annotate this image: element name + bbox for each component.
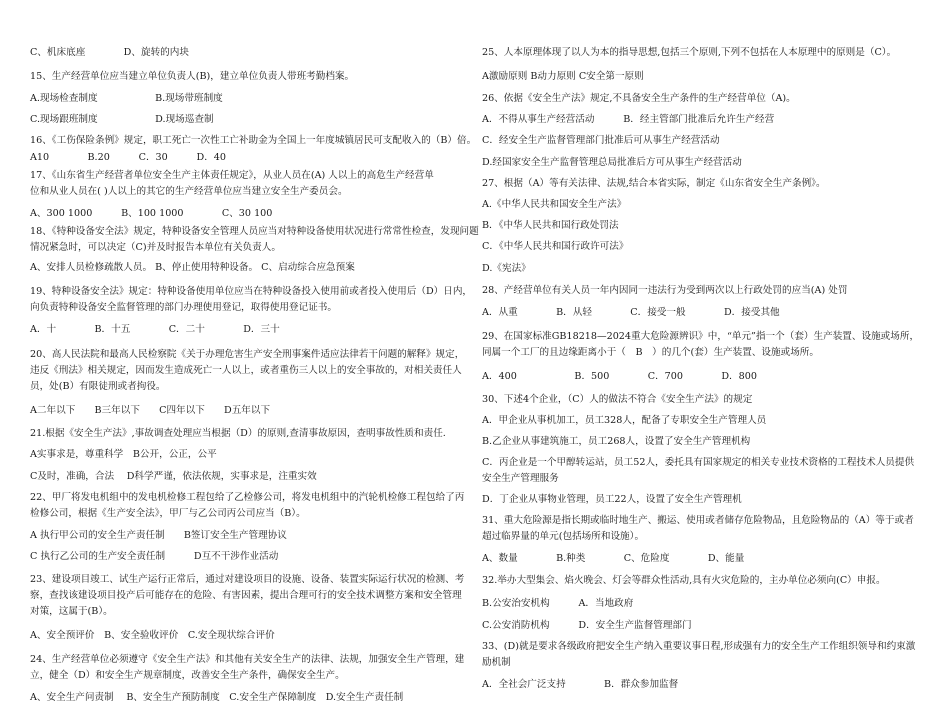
left-text-line: A实事求是，尊重科学 B公开，公正，公平 — [30, 449, 217, 460]
left-text-line: C 执行乙公司的生产安全责任制 D互不干涉作业活动 — [30, 551, 279, 562]
left-text-line: 15、生产经营单位应当建立单位负责人(B)，建立单位负责人带班考勤档案。 — [30, 71, 355, 82]
left-text-line: A.现场检查制度 B.现场带班制度 — [30, 93, 223, 104]
right-text-line: 31、重大危险源是指长期或临时地生产、搬运、使用或者储存危险物品，且危险物品的（A）等于或者 — [482, 515, 914, 526]
right-text-line: A、数量 B.种类 C、危险度 D、能量 — [482, 553, 745, 564]
right-text-line: 32.举办大型集会、焰火晚会、灯会等群众性活动,具有火灾危险的，主办单位必须向(C）申报。 — [482, 575, 886, 586]
left-text-line: 16、《工伤保险条例》规定，职工死亡一次性工亡补助金为全国上一年度城镇居民可支配收入的（B）倍。 — [30, 135, 477, 146]
right-text-line: C．《中华人民共和国行政许可法》 — [482, 241, 629, 252]
right-text-line: A．全社会广泛支持 B．群众参加监督 — [482, 679, 679, 690]
right-text-line: 励机制 — [482, 657, 511, 668]
right-text-line: A激励原则 B动力原则 C安全第一原则 — [482, 71, 644, 82]
right-text-line: A．400 B．500 C．700 D．800 — [482, 371, 757, 382]
left-text-line: A、300 1000 B、100 1000 C、30 100 — [30, 208, 273, 219]
left-text-line: 17、《山东省生产经营者单位安全生产主体责任规定》，从业人员在(A) 人以上的高危生产经营单 — [30, 170, 434, 181]
right-text-line: 33、(D)就是要求各级政府把安全生产纳入重要议事日程,形成强有力的安全生产工作组织领导和约束激 — [482, 641, 916, 652]
left-text-line: 24、生产经营单位必须遵守《安全生产法》和其他有关安全生产的法律、法规，加强安全生产管理，建 — [30, 654, 465, 665]
left-text-line: C.现场跟班制度 D.现场巡查制 — [30, 114, 214, 125]
left-text-line: 22、甲厂将发电机组中的发电机检修工程包给了乙检修公司，将发电机组中的汽轮机检修工程包给了丙 — [30, 492, 465, 503]
left-text-line: 察，查找该建设项目投产后可能存在的危险、有害因素，提出合理可行的安全技术调整方案和安全管理 — [30, 590, 462, 601]
right-text-line: C．经安全生产监督管理部门批准后可从事生产经营活动 — [482, 135, 720, 146]
left-text-line: 员，处(B）有限徒刑或者拘役。 — [30, 381, 166, 392]
left-text-line: 21.根据《安全生产法》,事故调查处理应当根据（D）的原则,查清事故原因，查明事故性质和责任. — [30, 428, 446, 439]
left-text-line: A10 B.20 C．30 D．40 — [30, 152, 227, 163]
right-text-line: D．丁企业从事物业管理，员工22人，设置了安全生产管理机 — [482, 494, 742, 505]
right-text-line: D.经国家安全生产监督管理总局批准后方可从事生产经营活动 — [482, 157, 742, 168]
right-text-line: 30、下述4个企业，（C）人的做法不符合《安全生产法》的规定 — [482, 394, 753, 405]
left-text-line: C、机床底座 D、旋转的内块 — [30, 47, 189, 58]
right-text-line: B.公安治安机构 A．当地政府 — [482, 598, 634, 609]
right-text-line: 26、依据《安全生产法》规定,不具备安全生产条件的生产经营单位（A)。 — [482, 93, 796, 104]
left-text-line: A、安全生产问责制 B、安全生产预防制度 C.安全生产保障制度 D.安全生产责任制 — [30, 692, 404, 703]
right-text-line: 29、在国家标准GB18218—2024重大危险源辨识》中，“单元”指一个（套）生产装置、设施或场所， — [482, 331, 920, 342]
right-text-line: A.《中华人民共和国安全生产法》 — [482, 199, 627, 210]
left-text-line: A 执行甲公司的安全生产责任制 B签订安全生产管理协议 — [30, 530, 287, 541]
right-text-line: A．甲企业从事机加工，员工328人，配备了专职安全生产管理人员 — [482, 415, 767, 426]
left-text-line: 20、高人民法院和最高人民检察院《关于办理危害生产安全刑事案件适应法律若干问题的解释》规定， — [30, 349, 465, 360]
left-text-line: A二年以下 B三年以下 C四年以下 D五年以下 — [30, 405, 271, 416]
right-text-line: A．不得从事生产经营活动 B．经主管部门批准后允许生产经营 — [482, 114, 775, 125]
left-text-line: C及时，准确，合法 D科学严谨，依法依规，实事求是，注重实效 — [30, 471, 317, 482]
left-text-line: A、安全预评价 B、安全验收评价 C.安全现状综合评价 — [30, 630, 275, 641]
right-text-line: 超过临界量的单元(包括场所和设施）。 — [482, 531, 645, 542]
left-text-line: 对策，这属于(B）。 — [30, 606, 113, 617]
left-text-line: 立，健全（D）和安全生产规章制度，改善安全生产条件，确保安全生产。 — [30, 670, 345, 681]
right-text-line: A．从重 B．从轻 C．接受一般 D．接受其他 — [482, 307, 780, 318]
right-text-line: 同属一个工厂的且边缘距离小于（ B ）的几个(套）生产装置、设施或场所。 — [482, 347, 819, 358]
left-text-line: 检修公司，根据《生产安全法》，甲厂与乙公司丙公司应当（B）。 — [30, 508, 306, 519]
right-text-line: B.乙企业从事建筑施工，员工268人，设置了安全生产管理机构 — [482, 436, 751, 447]
right-text-line: 安全生产管理服务 — [482, 473, 559, 484]
left-text-line: 向负责特种设备安全监督管理的部门办理使用登记，取得使用登记证书。 — [30, 302, 337, 313]
right-text-line: 28、产经营单位有关人员一年内因同一违法行为受到两次以上行政处罚的应当(A) 处罚 — [482, 285, 848, 296]
left-text-line: 情况紧急时，可以决定（C)并及时报告本单位有关负责人。 — [30, 242, 281, 253]
left-text-line: 18、《特种设备安全法》规定，特种设备安全管理人员应当对特种设备使用状况进行常常性检查，发现问题 — [30, 226, 479, 237]
right-text-line: C.公安消防机构 D．安全生产监督管理部门 — [482, 620, 692, 631]
left-text-line: A、安排人员检修疏散人员。 B、停止使用特种设备。 C、启动综合应急预案 — [30, 262, 355, 273]
right-text-line: B．《中华人民共和国行政处罚法 — [482, 220, 619, 231]
right-text-line: 25、人本原理体现了以人为本的指导思想,包括三个原则,下列不包括在人本原理中的原则是（C）。 — [482, 47, 897, 58]
left-text-line: 位和从业人员在( )人以上的其它的生产经营单位应当建立安全生产委员会。 — [30, 186, 348, 197]
left-text-line: 23、建设项目竣工、试生产运行正常后，通过对建设项目的设施、设备、装置实际运行状况的检测、考 — [30, 574, 465, 585]
left-text-line: A．十 B．十五 C．二十 D．三十 — [30, 324, 280, 335]
left-text-line: 违反《刑法》相关规定，因而发生造成死亡一人以上，或者重伤三人以上的安全事故的，对相关责任人 — [30, 365, 462, 376]
right-text-line: C．丙企业是一个甲醇转运站，员工52人，委托具有国家规定的相关专业技术资格的工程技术人员提供 — [482, 457, 915, 468]
left-text-line: 19、特种设备安全法》规定：特种设备使用单位应当在特种设备投入使用前或者投入使用后（D）日内， — [30, 286, 473, 297]
right-text-line: 27、根据（A）等有关法律、法规,结合本省实际，制定《山东省安全生产条例》。 — [482, 178, 826, 189]
right-text-line: D.《宪法》 — [482, 263, 531, 274]
